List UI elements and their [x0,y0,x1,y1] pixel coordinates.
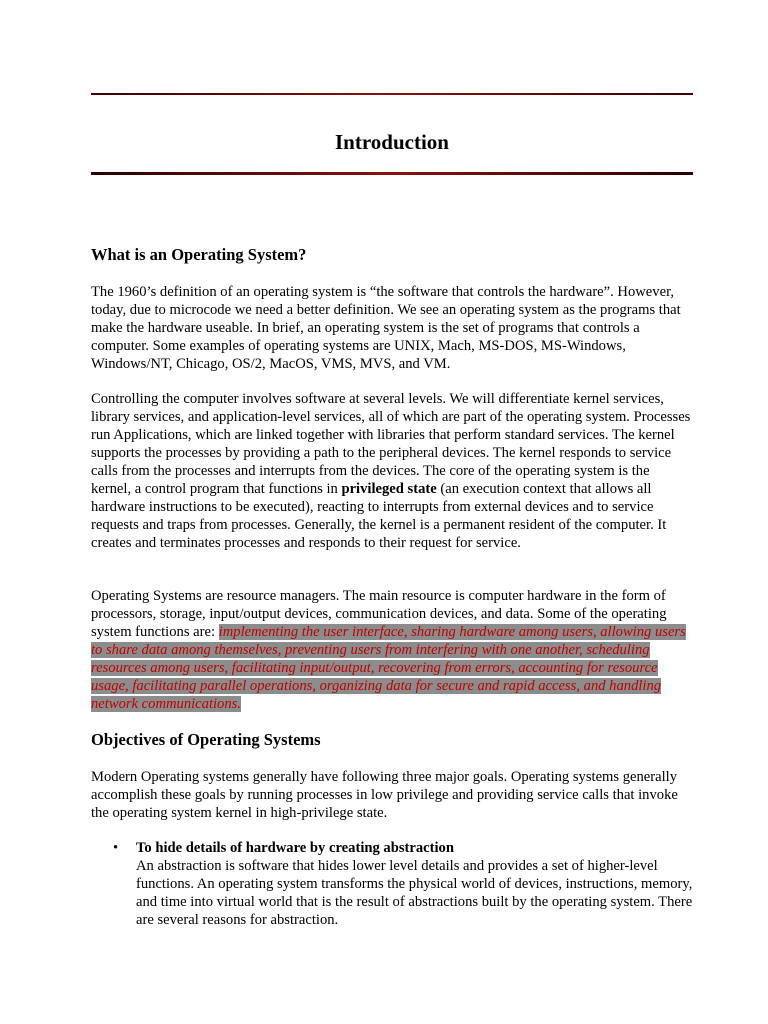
bullet-marker: • [113,840,119,856]
paragraph-resource-text: Operating Systems are resource managers. The main resource is computer hardware in the form of processors, storage, input/output devices, communication devices, and data. Some of the operating system functions are: [91,588,667,640]
privileged-state-term: privileged state [341,481,437,497]
list-item [91,839,693,929]
paragraph-kernel-text-2: (an execution context that allows all hardware instructions to be executed), reacting to interrupts from external devices and to service requests and traps from processes. Generally, the kernel is a permanent resident of the computer. It creates and terminates processes and responds to their request for service. [91,481,667,551]
title-top-rule [91,93,693,95]
section-heading-objectives: Objectives of Operating Systems [91,730,321,749]
objectives-list [91,839,693,929]
paragraph-resource-managers [91,587,691,713]
page-title: Introduction [335,130,449,154]
paragraph-kernel-text-1: Controlling the computer involves software at several levels. We will differentiate kernel services, library services, and application-level services, all of which are part of the operating system. Processes run Applications, which are linked together with libraries that perform standard services. The kernel supports the processes by providing a path to the peripheral devices. The kernel responds to service calls from the processes and interrupts from the devices. The core of the operating system is the kernel, a control program that functions in [91,391,691,497]
bullet-title: To hide details of hardware by creating abstraction [136,840,454,856]
paragraph-goals: Modern Operating systems generally have following three major goals. Operating systems generally accomplish these goals by running processes in low privilege and providing service calls that invoke the operating system kernel in high-privilege state. [91,769,678,821]
paragraph-kernel [91,390,691,552]
paragraph-definition: The 1960’s definition of an operating system is “the software that controls the hardware”. However, today, due to microcode we need a better definition. We see an operating system as the programs that make the hardware useable. In brief, an operating system is the set of programs that controls a computer. Some examples of operating systems are UNIX, Mach, MS-DOS, MS-Windows, Windows/NT, Chicago, OS/2, MacOS, VMS, MVS, and VM. [91,284,681,372]
bullet-body: An abstraction is software that hides lower level details and provides a set of higher-level functions. An operating system transforms the physical world of devices, instructions, memory, and time into virtual world that is the result of abstractions built by the operating system. There are several reasons for abstraction. [136,858,693,928]
highlighted-functions-text: implementing the user interface, sharing hardware among users, allowing users to share data among themselves, preventing users from interfering with one another, scheduling resources among users, facilitating input/output, recovering from errors, accounting for resource usage, facilitating parallel operations, organizing data for secure and rapid access, and handling network communications. [91,624,686,712]
section-heading-what-is-os: What is an Operating System? [91,245,307,264]
title-bottom-rule [91,172,693,175]
